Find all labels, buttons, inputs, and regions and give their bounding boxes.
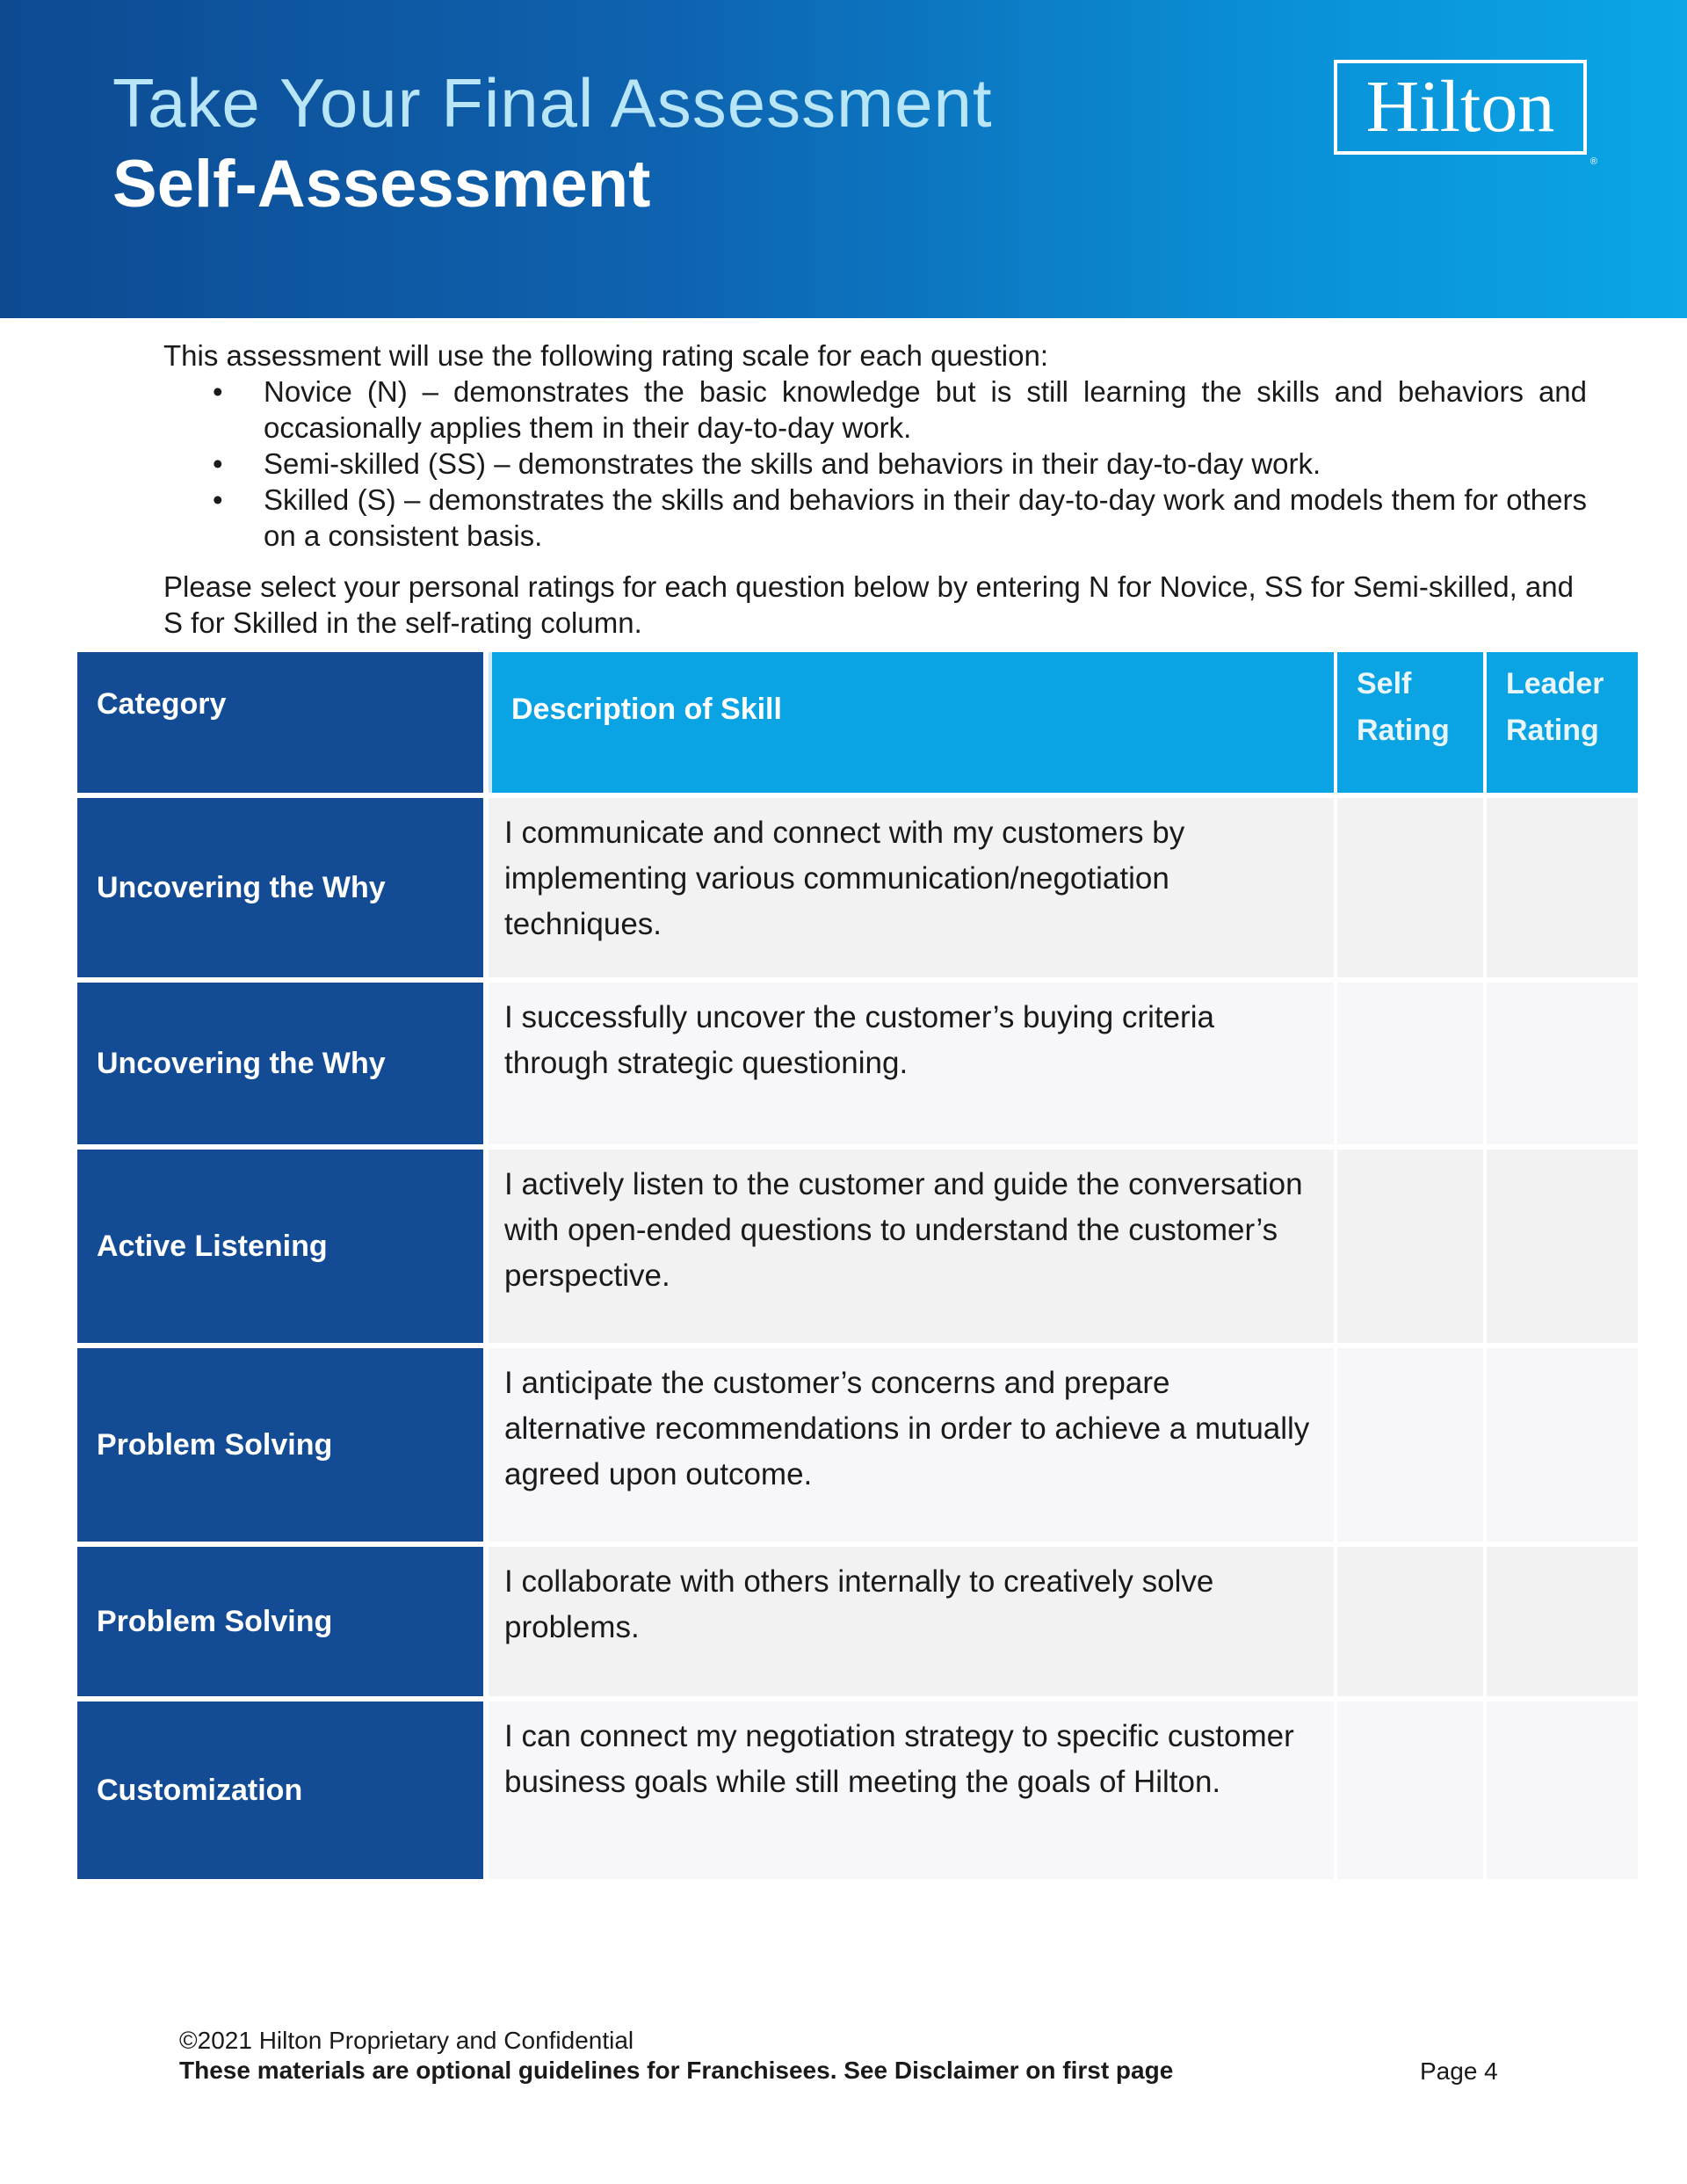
page-number: Page 4 bbox=[1420, 2057, 1498, 2085]
self-rating-input[interactable] bbox=[1337, 798, 1483, 977]
copyright-text: ©2021 Hilton Proprietary and Confidential bbox=[179, 2027, 634, 2054]
leader-rating-input[interactable] bbox=[1487, 1348, 1638, 1542]
category-cell: Problem Solving bbox=[77, 1348, 483, 1542]
disclaimer-text: These materials are optional guidelines for Franchisees. See Disclaimer on first page bbox=[179, 2057, 1174, 2084]
page-title: Take Your Final Assessment bbox=[112, 64, 993, 141]
header-category: Category bbox=[77, 652, 483, 793]
page-subtitle: Self-Assessment bbox=[112, 147, 651, 221]
category-cell: Active Listening bbox=[77, 1150, 483, 1343]
description-cell: I communicate and connect with my customers by implementing various communication/negotiation techniques. bbox=[489, 798, 1334, 977]
bullet-icon: • bbox=[213, 447, 223, 480]
self-rating-input[interactable] bbox=[1337, 1547, 1483, 1696]
registered-mark: ® bbox=[1589, 156, 1597, 167]
description-cell: I can connect my negotiation strategy to specific customer business goals while still meeting the goals of Hilton. bbox=[489, 1701, 1334, 1879]
scale-item-text: Semi-skilled (SS) – demonstrates the skills and behaviors in their day-to-day work. bbox=[264, 447, 1321, 480]
description-cell: I successfully uncover the customer’s buying criteria through strategic questioning. bbox=[489, 983, 1334, 1144]
header-leader-rating bbox=[1487, 652, 1638, 793]
scale-item-text: Novice (N) – demonstrates the basic knowledge but is still learning the skills and behaviors and occasionally applies them in their day-to-day work. bbox=[264, 375, 1587, 444]
instructions: Please select your personal ratings for each question below by entering N for Novice, SS for Semi-skilled, and S for Skilled in the self-rating column. bbox=[163, 570, 1574, 639]
table-row bbox=[77, 1150, 1638, 1343]
hilton-logo bbox=[1334, 60, 1597, 167]
category-cell: Uncovering the Why bbox=[77, 983, 483, 1144]
header-self-line1: Self bbox=[1357, 667, 1412, 700]
header-leader-line1: Leader bbox=[1506, 667, 1604, 700]
table-row bbox=[77, 1701, 1638, 1879]
logo-text: Hilton bbox=[1365, 66, 1555, 148]
description-cell: I actively listen to the customer and guide the conversation with open-ended questions to understand the customer’s perspective. bbox=[489, 1150, 1334, 1343]
header-leader-line2: Rating bbox=[1506, 714, 1599, 747]
leader-rating-input[interactable] bbox=[1487, 1150, 1638, 1343]
scale-item-text: Skilled (S) – demonstrates the skills and behaviors in their day-to-day work and models them for others on a consistent basis. bbox=[264, 483, 1587, 552]
self-rating-input[interactable] bbox=[1337, 1701, 1483, 1879]
leader-rating-input[interactable] bbox=[1487, 983, 1638, 1144]
scale-item-novice bbox=[163, 374, 1587, 446]
footer bbox=[179, 2026, 1515, 2086]
bullet-icon: • bbox=[213, 375, 223, 408]
table-row bbox=[77, 1348, 1638, 1542]
self-rating-input[interactable] bbox=[1337, 1150, 1483, 1343]
leader-rating-input[interactable] bbox=[1487, 1547, 1638, 1696]
leader-rating-input[interactable] bbox=[1487, 798, 1638, 977]
header-self-rating bbox=[1337, 652, 1483, 793]
scale-item-skilled bbox=[163, 482, 1587, 554]
self-rating-input[interactable] bbox=[1337, 1348, 1483, 1542]
intro-section bbox=[163, 337, 1587, 641]
table-header-row bbox=[77, 652, 1638, 793]
bullet-icon: • bbox=[213, 483, 223, 516]
scale-item-semi-skilled bbox=[163, 446, 1587, 482]
category-cell: Uncovering the Why bbox=[77, 798, 483, 977]
rating-scale-list bbox=[163, 374, 1587, 554]
table-row bbox=[77, 1547, 1638, 1696]
description-cell: I anticipate the customer’s concerns and prepare alternative recommendations in order to achieve a mutually agreed upon outcome. bbox=[489, 1348, 1334, 1542]
table-row bbox=[77, 983, 1638, 1144]
table-row bbox=[77, 798, 1638, 977]
header-self-line2: Rating bbox=[1357, 714, 1450, 747]
header-banner bbox=[0, 0, 1687, 318]
category-cell: Customization bbox=[77, 1701, 483, 1879]
leader-rating-input[interactable] bbox=[1487, 1701, 1638, 1879]
intro-lead: This assessment will use the following rating scale for each question: bbox=[163, 339, 1048, 372]
assessment-table bbox=[77, 652, 1638, 1884]
self-rating-input[interactable] bbox=[1337, 983, 1483, 1144]
header-description: Description of Skill bbox=[489, 652, 1334, 793]
description-cell: I collaborate with others internally to creatively solve problems. bbox=[489, 1547, 1334, 1696]
category-cell: Problem Solving bbox=[77, 1547, 483, 1696]
